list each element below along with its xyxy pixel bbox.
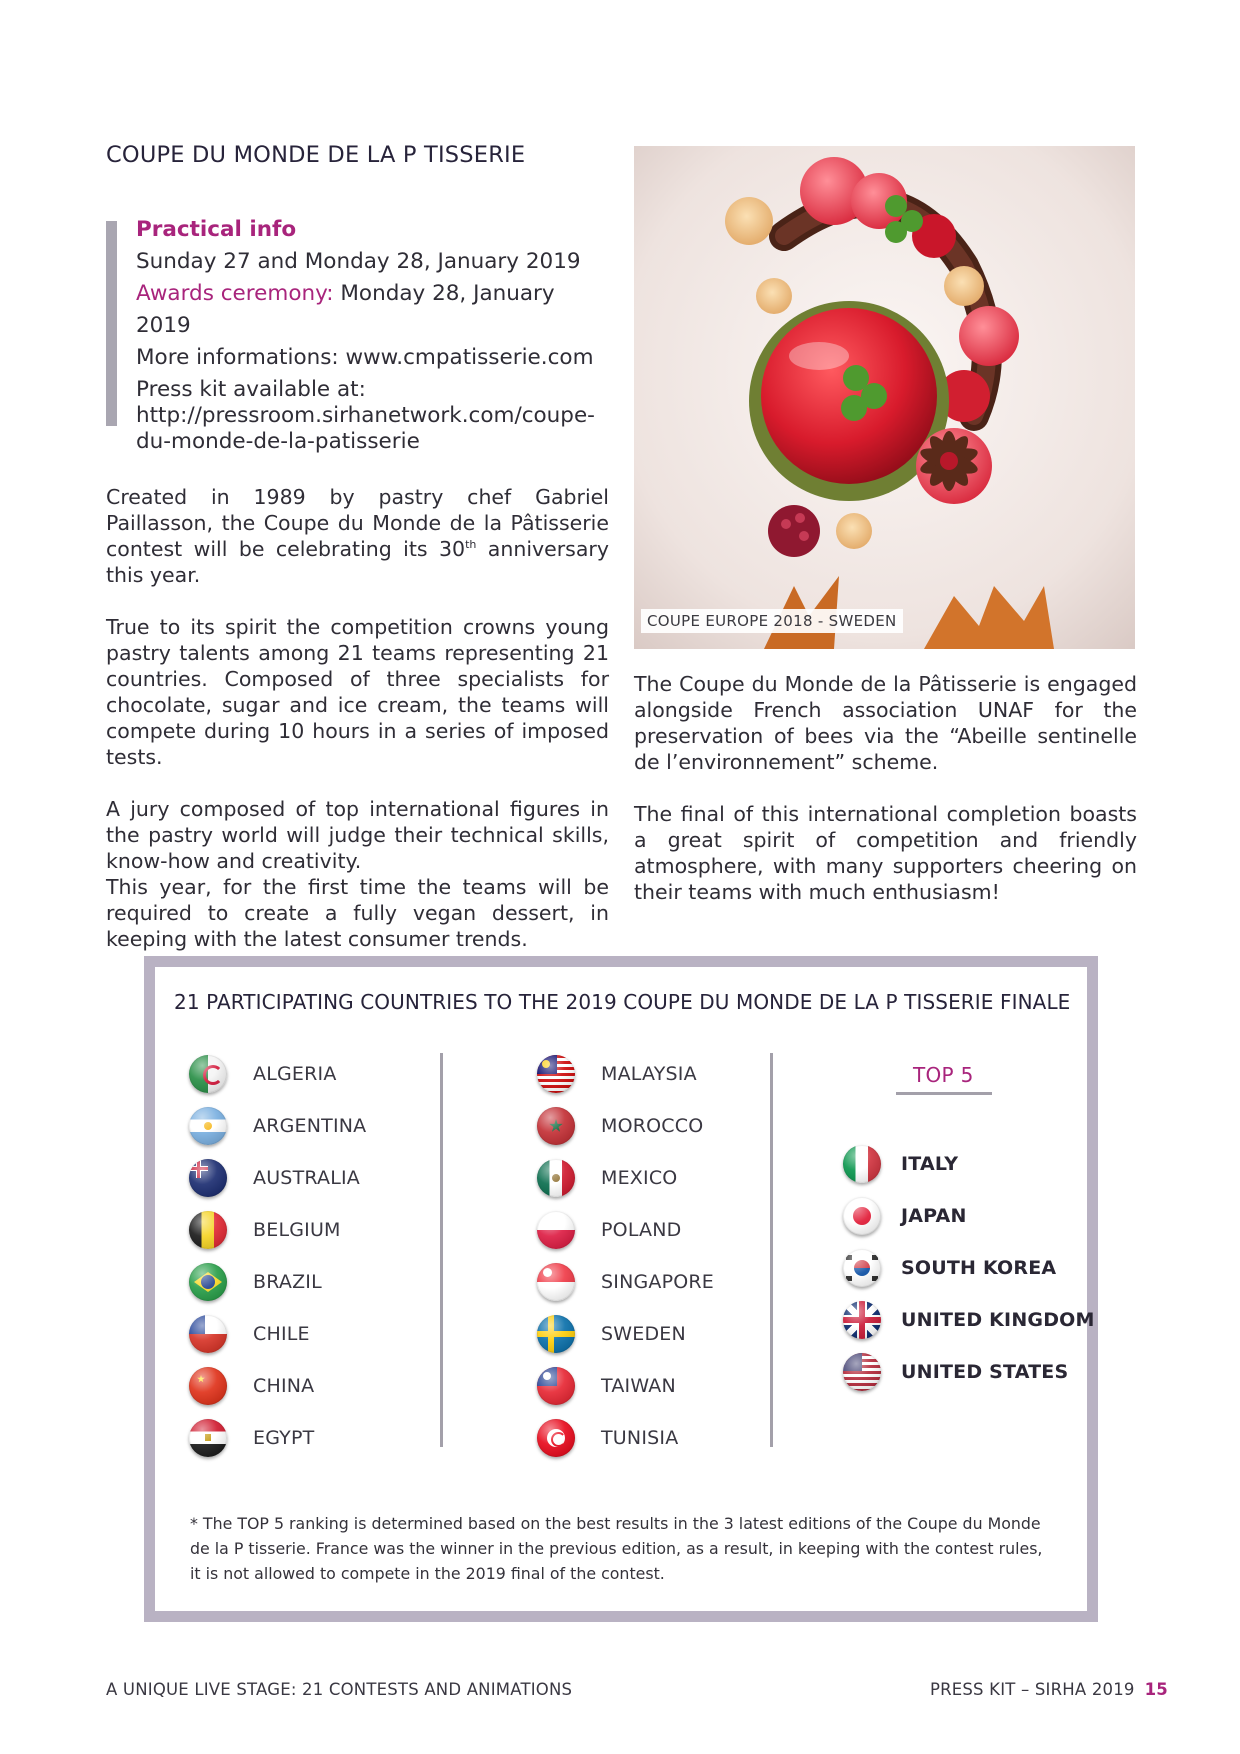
top5-title: TOP 5 [913,1063,974,1087]
paragraph-history-b: anniversary this year. [106,537,609,587]
country-name: TAIWAN [601,1375,676,1397]
paragraph-atmosphere: The final of this international completion boasts a great spirit of competition and friendly atmosphere, with many supporters cheering on their teams with much enthusiasm! [634,802,1137,904]
country-sweden [537,1315,686,1353]
japan-flag-icon [843,1197,881,1235]
press-kit-label: Press kit available at: [136,377,366,402]
top5-footnote: * The TOP 5 ranking is determined based on the best results in the 3 latest editions of the Coupe du Monde de la P tisserie. France was the winner in the previous edition, as a result, in keeping with the contest rules, it is not allowed to compete in the 2019 final of the contest. [190,1514,1043,1583]
top5-italy [843,1145,958,1183]
country-name: SWEDEN [601,1323,686,1345]
column-divider-1 [440,1053,443,1447]
tunisia-flag-icon [537,1419,575,1457]
countries-box-title: 21 PARTICIPATING COUNTRIES TO THE 2019 COUPE DU MONDE DE LA P TISSERIE FINALE [174,990,1071,1014]
country-chile [189,1315,310,1353]
country-name: UNITED KINGDOM [901,1309,1095,1331]
usa-flag-icon [843,1353,881,1391]
country-brazil [189,1263,322,1301]
press-kit-url-1[interactable]: http://pressroom.sirhanetwork.com/coupe- [136,403,595,428]
argentina-flag-icon [189,1107,227,1145]
paragraph-vegan: This year, for the first time the teams will be required to create a fully vegan dessert, in keeping with the latest consumer trends. [106,875,609,951]
country-poland [537,1211,681,1249]
top5-underline [896,1092,992,1095]
uk-flag-icon [843,1301,881,1339]
country-belgium [189,1211,341,1249]
country-argentina [189,1107,366,1145]
practical-info-heading: Practical info [136,217,297,242]
more-info-link[interactable]: More informations: www.cmpatisserie.com [136,345,594,370]
belgium-flag-icon [189,1211,227,1249]
dessert-photo [634,146,1135,649]
footer-publication: PRESS KIT – SIRHA 2019 [929,1680,1135,1699]
mexico-flag-icon [537,1159,575,1197]
algeria-flag-icon [189,1055,227,1093]
morocco-flag-icon [537,1107,575,1145]
footer-section-title: A UNIQUE LIVE STAGE: 21 CONTESTS AND ANIMATIONS [106,1680,573,1699]
country-name: ARGENTINA [253,1115,367,1137]
country-name: AUSTRALIA [253,1167,360,1189]
country-australia [189,1159,360,1197]
page-number: 15 [1144,1680,1168,1699]
country-malaysia [537,1055,697,1093]
practical-info-bar [106,221,117,426]
australia-flag-icon [189,1159,227,1197]
country-singapore [537,1263,714,1301]
top5-japan [843,1197,967,1235]
footer-right [930,1680,1168,1699]
egypt-flag-icon [189,1419,227,1457]
paragraph-bees: The Coupe du Monde de la Pâtisserie is engaged alongside French association UNAF for the preservation of bees via the “Abeille sentinelle de l’environnement” scheme. [634,672,1137,774]
sweden-flag-icon [537,1315,575,1353]
country-name: MEXICO [601,1167,678,1189]
country-name: MOROCCO [601,1115,704,1137]
country-name: POLAND [601,1219,682,1241]
left-column-text [106,484,609,978]
top5-united-states [843,1353,1068,1391]
country-name: BELGIUM [253,1219,341,1241]
awards-label: Awards ceremony: [136,281,334,306]
country-name: CHILE [253,1323,310,1345]
country-name: TUNISIA [601,1427,679,1449]
singapore-flag-icon [537,1263,575,1301]
country-taiwan [537,1367,676,1405]
awards-value: Monday 28, January 2019 [136,281,555,338]
country-name: SINGAPORE [601,1271,715,1293]
press-kit-url-2[interactable]: du-monde-de-la-patisserie [136,429,420,454]
country-tunisia [537,1419,678,1457]
top5-united-kingdom [843,1301,1095,1339]
taiwan-flag-icon [537,1367,575,1405]
country-name: MALAYSIA [601,1063,697,1085]
country-china [189,1367,314,1405]
country-mexico [537,1159,677,1197]
poland-flag-icon [537,1211,575,1249]
country-name: ITALY [901,1153,959,1175]
paragraph-history [106,484,609,588]
malaysia-flag-icon [537,1055,575,1093]
paragraph-spirit: True to its spirit the competition crowns young pastry talents among 21 teams representing 21 countries. Composed of three specialists for chocolate, sugar and ice cream, the teams will compete during 10 hours in a series of imposed tests. [106,615,609,769]
italy-flag-icon [843,1145,881,1183]
superscript-th: th [465,538,477,552]
country-name: SOUTH KOREA [901,1257,1057,1279]
photo-caption: COUPE EUROPE 2018 - SWEDEN [641,609,903,633]
event-dates: Sunday 27 and Monday 28, January 2019 [136,249,581,274]
country-name: UNITED STATES [901,1361,1069,1383]
country-name: JAPAN [901,1205,967,1227]
awards-line [136,278,616,342]
country-morocco [537,1107,703,1145]
chile-flag-icon [189,1315,227,1353]
practical-info [136,214,616,455]
dessert-illustration [634,146,1135,649]
country-egypt [189,1419,314,1457]
country-name: BRAZIL [253,1271,322,1293]
brazil-flag-icon [189,1263,227,1301]
paragraph-history-a: Created in 1989 by pastry chef Gabriel Paillasson, the Coupe du Monde de la Pâtisserie contest will be celebrating its 30 [106,485,609,561]
country-name: ALGERIA [253,1063,337,1085]
top5-south-korea [843,1249,1056,1287]
paragraph-jury: A jury composed of top international figures in the pastry world will judge their technical skills, know-how and creativity. [106,797,609,873]
column-divider-2 [770,1053,773,1447]
press-kit [136,377,616,455]
country-name: CHINA [253,1375,315,1397]
page-title: COUPE DU MONDE DE LA P TISSERIE [106,142,526,168]
country-algeria [189,1055,337,1093]
right-column-text [634,671,1137,931]
china-flag-icon [189,1367,227,1405]
south-korea-flag-icon [843,1249,881,1287]
country-name: EGYPT [253,1427,315,1449]
